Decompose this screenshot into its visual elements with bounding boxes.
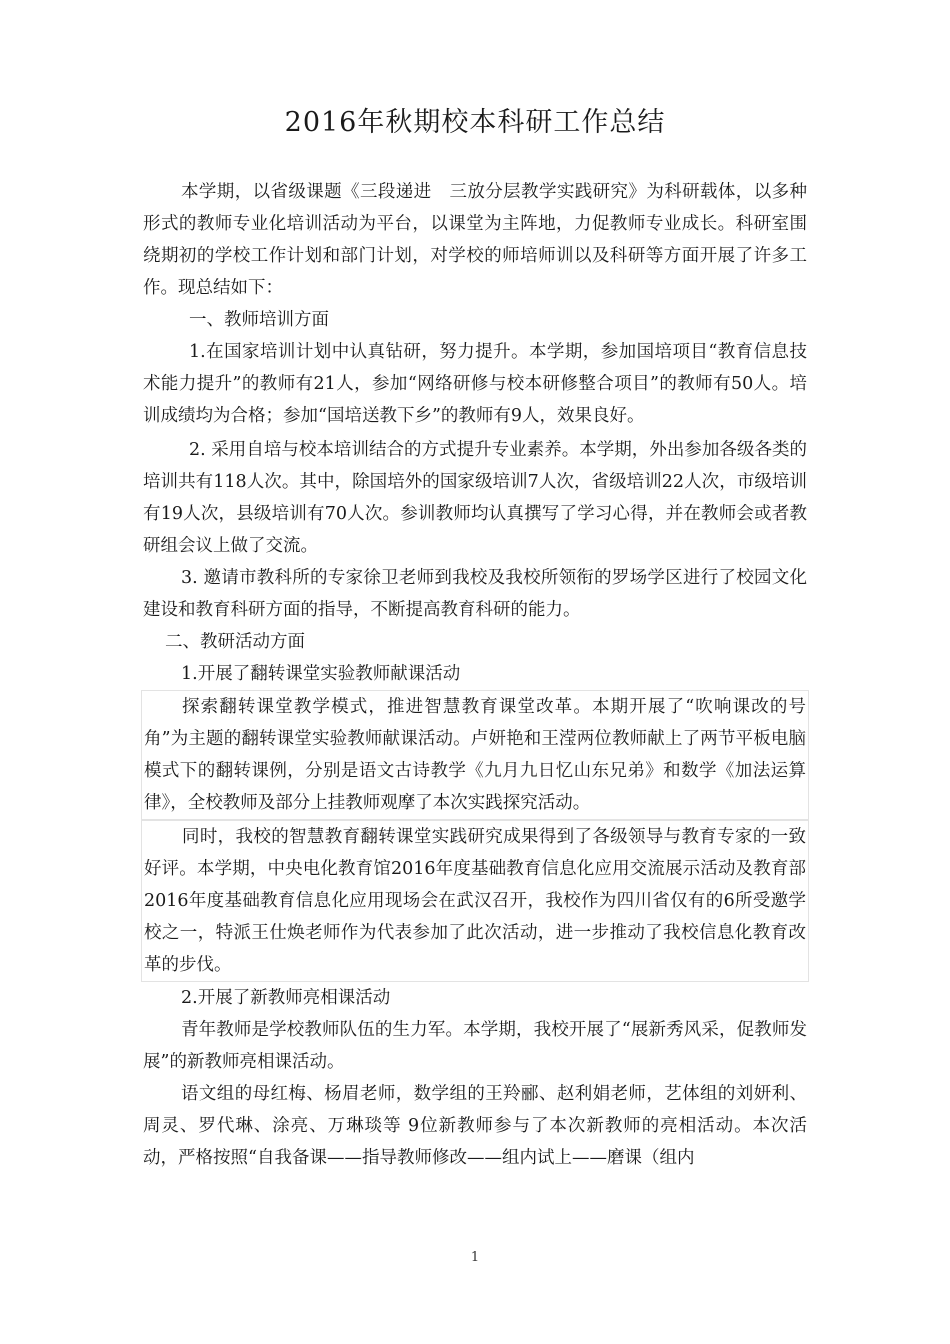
paragraph-smart-education: 同时，我校的智慧教育翻转课堂实践研究成果得到了各级领导与教育专家的一致好评。本学期，中央电化教育馆2016年度基础教育信息化应用交流展示活动及教育部2016年度基础教育信息化应用现场会在武汉召开，我校作为四川省仅有的6所受邀学校之一，特派王仕焕老师作为代表参加了此次活动，进一步推动了我校信息化教育改革的步伐。	[141, 820, 809, 982]
section-heading-training: 一、教师培训方面	[189, 310, 329, 330]
subheading-new-teacher: 2.开展了新教师亮相课活动	[181, 988, 391, 1008]
paragraph-self-training: 2. 采用自培与校本培训结合的方式提升专业素养。本学期，外出参加各级各类的培训共有118人次。其中，除国培外的国家级培训7人次，省级培训22人次，市级培训有19人次，县级培训有70人次。参训教师均认真撰写了学习心得，并在教师会或者教研组会议上做了交流。	[143, 440, 807, 556]
paragraph-new-teacher-list: 语文组的母红梅、杨眉老师，数学组的王羚郦、赵利娟老师，艺体组的刘妍利、周灵、罗代琳、涂亮、万琳琰等 9位新教师参与了本次新教师的亮相活动。本次活动，严格按照“自我备课——指导教师修改——组内试上——磨课（组内	[143, 1084, 807, 1168]
document-body	[143, 176, 807, 1174]
paragraph-expert-guidance: 3. 邀请市教科所的专家徐卫老师到我校及我校所领衔的罗场学区进行了校园文化建设和教育科研方面的指导，不断提高教育科研的能力。	[143, 568, 807, 620]
subheading-flipped-classroom: 1.开展了翻转课堂实验教师献课活动	[181, 664, 461, 684]
document-title: 2016年秋期校本科研工作总结	[284, 107, 666, 138]
intro-paragraph: 本学期，以省级课题《三段递进 三放分层教学实践研究》为科研载体，以多种形式的教师专业化培训活动为平台，以课堂为主阵地，力促教师专业成长。科研室围绕期初的学校工作计划和部门计划，对学校的师培师训以及科研等方面开展了许多工作。现总结如下：	[143, 182, 807, 298]
section-heading-research: 二、教研活动方面	[165, 632, 305, 652]
paragraph-national-training: 1.在国家培训计划中认真钻研，努力提升。本学期，参加国培项目“教育信息技术能力提升”的教师有21人，参加“网络研修与校本研修整合项目”的教师有50人。培训成绩均为合格；参加“国培送教下乡”的教师有9人，效果良好。	[143, 342, 807, 426]
page-number: 1	[470, 1250, 480, 1265]
paragraph-young-teachers: 青年教师是学校教师队伍的生力军。本学期，我校开展了“展新秀风采，促教师发展”的新教师亮相课活动。	[143, 1020, 807, 1072]
paragraph-flipped-classroom: 探索翻转课堂教学模式，推进智慧教育课堂改革。本期开展了“吹响课改的号角”为主题的翻转课堂实验教师献课活动。卢妍艳和王滢两位教师献上了两节平板电脑模式下的翻转课例，分别是语文古诗教学《九月九日忆山东兄弟》和数学《加法运算律》，全校教师及部分上挂教师观摩了本次实践探究活动。	[141, 690, 809, 820]
